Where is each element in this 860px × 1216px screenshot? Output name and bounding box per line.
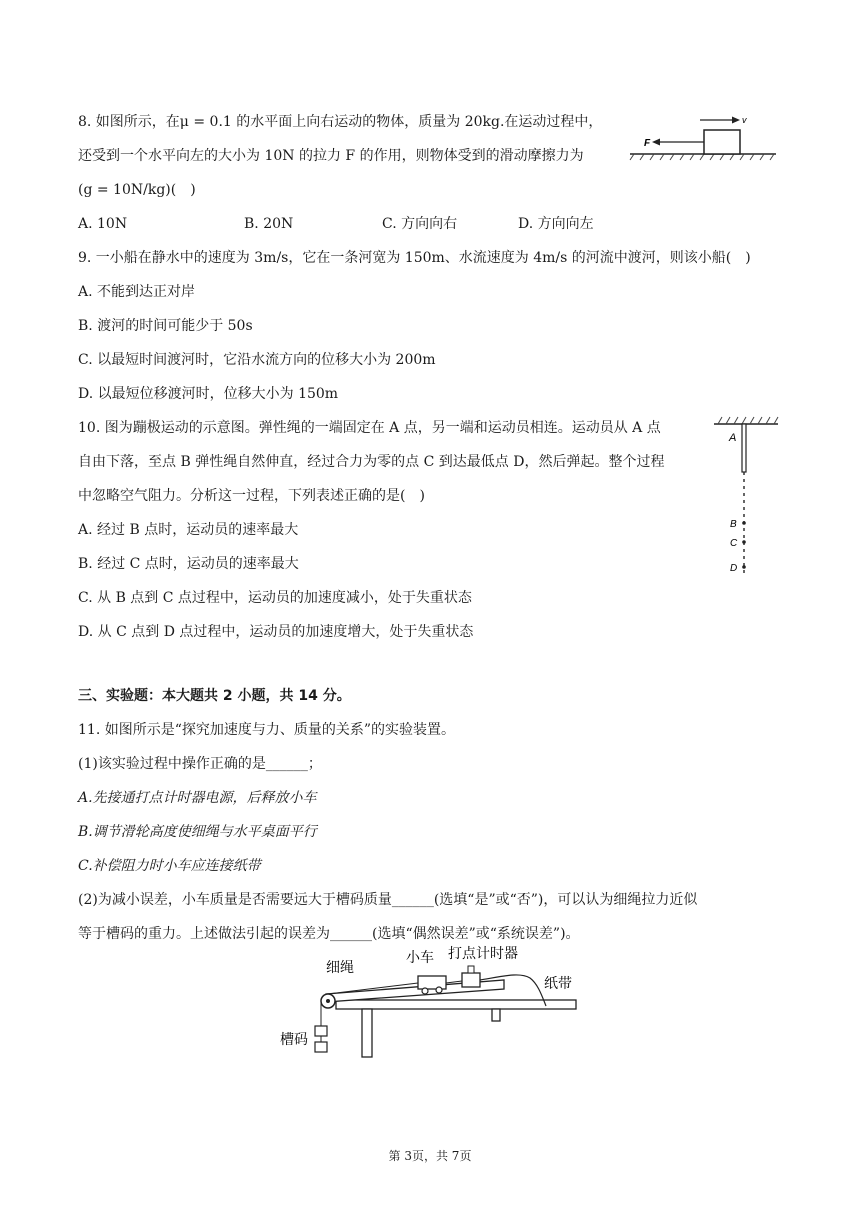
q11-choice-b: B.调节滑轮高度使细绳与水平桌面平行 <box>78 824 317 840</box>
q10-stem-line2: 自由下落，至点 B 弹性绳自然伸直，经过合力为零的点 C 到达最低点 D，然后弹起。整个过程 <box>78 454 665 470</box>
q8-stem-line3: (g = 10N/kg)( ) <box>78 182 196 198</box>
q10-option-a: A. 经过 B 点时，运动员的速率最大 <box>78 522 299 538</box>
q11-part2-line1: (2)为减小误差，小车质量是否需要远大于槽码质量______(选填“是”或“否”)，可以认为细绳拉力近似 <box>78 892 698 908</box>
q10-stem-line3: 中忽略空气阻力。分析这一过程，下列表述正确的是( ) <box>78 488 425 504</box>
q10-option-c: C. 从 B 点到 C 点过程中，运动员的加速度减小，处于失重状态 <box>78 590 472 606</box>
q9-stem: 9. 一小船在静水中的速度为 3m/s，它在一条河宽为 150m、水流速度为 4m/s 的河流中渡河，则该小船( ) <box>78 250 751 266</box>
tape-label: 纸带 <box>544 975 572 991</box>
q10-option-d: D. 从 C 点到 D 点过程中，运动员的加速度增大，处于失重状态 <box>78 624 474 640</box>
q8-option-d: D. 方向向左 <box>518 216 594 232</box>
q11-stem: 11. 如图所示是“探究加速度与力、质量的关系”的实验装置。 <box>78 722 456 738</box>
q11-choice-c: C.补偿阻力时小车应连接纸带 <box>78 858 261 874</box>
section-heading: 三、实验题：本大题共 2 小题，共 14 分。 <box>78 688 351 704</box>
timer-label: 打点计时器 <box>448 945 518 961</box>
q9-option-a: A. 不能到达正对岸 <box>78 284 196 300</box>
page-footer: 第 3页，共 7页 <box>388 1149 472 1163</box>
q8-stem-line1: 8. 如图所示，在μ = 0.1 的水平面上向右运动的物体，质量为 20kg.在运动过程中， <box>78 114 603 130</box>
q10-bungee-figure <box>712 414 782 580</box>
q10-option-b: B. 经过 C 点时，运动员的速率最大 <box>78 556 299 572</box>
q11-apparatus-figure <box>276 946 586 1062</box>
weights-label: 槽码 <box>280 1031 308 1047</box>
q11-part2-line2: 等于槽码的重力。上述做法引起的误差为______(选填“偶然误差”或“系统误差”)。 <box>78 926 580 942</box>
q9-option-b: B. 渡河的时间可能少于 50s <box>78 318 253 334</box>
q8-option-c: C. 方向向右 <box>382 216 458 232</box>
point-a-label: A <box>729 432 737 444</box>
cart-label: 小车 <box>406 949 434 965</box>
point-d-label: D <box>730 563 738 574</box>
rope-label: 细绳 <box>326 959 354 975</box>
q10-stem-line1: 10. 图为蹦极运动的示意图。弹性绳的一端固定在 A 点，另一端和运动员相连。运动员从 A 点 <box>78 420 661 436</box>
q9-option-d: D. 以最短位移渡河时，位移大小为 150m <box>78 386 339 402</box>
point-c-label: C <box>730 538 738 549</box>
q8-option-a: A. 10N <box>78 216 128 232</box>
q9-option-c: C. 以最短时间渡河时，它沿水流方向的位移大小为 200m <box>78 352 436 368</box>
q8-block-figure <box>628 112 778 162</box>
q8-option-b: B. 20N <box>244 216 294 232</box>
q11-part1: (1)该实验过程中操作正确的是______； <box>78 756 322 772</box>
velocity-label: v <box>742 115 747 125</box>
force-label: F <box>644 138 651 149</box>
q11-choice-a: A.先接通打点计时器电源，后释放小车 <box>78 790 317 806</box>
point-b-label: B <box>730 519 737 530</box>
q8-stem-line2: 还受到一个水平向左的大小为 10N 的拉力 F 的作用，则物体受到的滑动摩擦力为 <box>78 148 584 164</box>
